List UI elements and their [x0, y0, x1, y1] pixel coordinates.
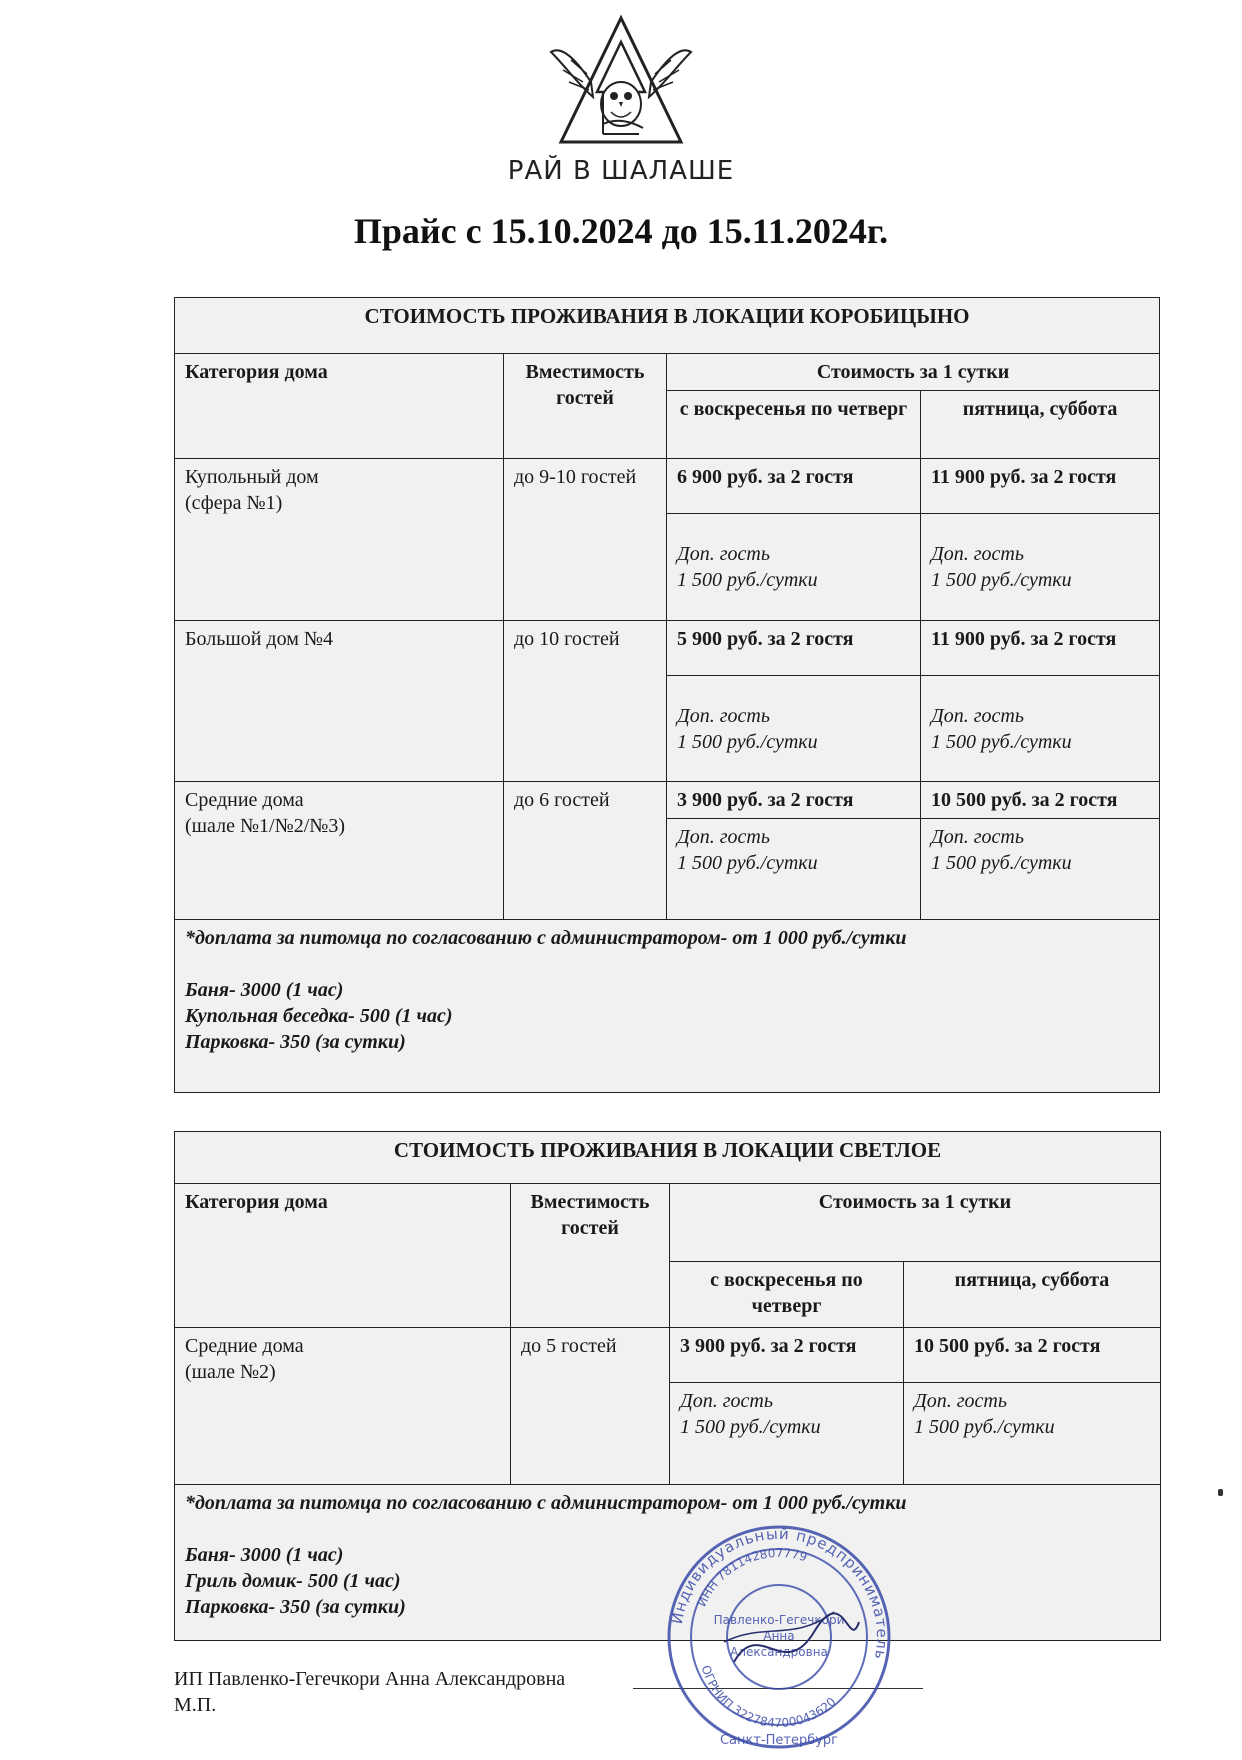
extra-guest-label: Доп. гость [677, 543, 770, 565]
weekend-price: 10 500 руб. за 2 гостя [904, 1328, 1161, 1383]
extra-guest-weekend [921, 676, 1160, 782]
house-subtitle: (шале №1/№2/№3) [185, 815, 345, 837]
extra-guest-price: 1 500 руб./сутки [680, 1416, 821, 1438]
stamp-name-line: Павленко-Гегечкори [713, 1613, 845, 1627]
extra-guest-label: Доп. гость [931, 543, 1024, 565]
notes-cell [175, 920, 1160, 1093]
extra-guest-weekday [667, 819, 921, 920]
extra-guest-price: 1 500 руб./сутки [931, 730, 1072, 753]
weekday-price: 3 900 руб. за 2 гостя [670, 1328, 904, 1383]
extra-guest-label: Доп. гость [680, 1390, 773, 1412]
extra-guest-weekend [921, 514, 1160, 621]
column-header-price: Стоимость за 1 сутки [670, 1184, 1161, 1262]
pet-note: *доплата за питомца по согласованию с администратором- от 1 000 руб./сутки [185, 1492, 907, 1514]
extra-service: Гриль домик- 500 (1 час) [185, 1570, 401, 1592]
extra-service: Купольная беседка- 500 (1 час) [185, 1005, 453, 1027]
table-row [175, 459, 1160, 514]
price-table-korobitsyno [174, 297, 1160, 1093]
house-category-cell [175, 782, 504, 920]
capacity-cell: до 10 гостей [504, 621, 667, 782]
extra-guest-label: Доп. гость [677, 826, 770, 848]
stamp-name-line: Александровна [730, 1645, 828, 1659]
capacity-cell: до 5 гостей [511, 1328, 670, 1485]
stamp-name-line: Анна [763, 1629, 795, 1643]
extra-guest-weekend [921, 819, 1160, 920]
table-row [175, 782, 1160, 819]
capacity-cell: до 9-10 гостей [504, 459, 667, 621]
column-header-capacity: Вместимость гостей [504, 354, 667, 459]
house-subtitle: (шале №2) [185, 1361, 276, 1383]
stamp-place-label: М.П. [174, 1694, 217, 1716]
extra-guest-label: Доп. гость [931, 704, 1024, 727]
section-title: СТОИМОСТЬ ПРОЖИВАНИЯ В ЛОКАЦИИ СВЕТЛОЕ [175, 1132, 1161, 1184]
section-title: СТОИМОСТЬ ПРОЖИВАНИЯ В ЛОКАЦИИ КОРОБИЦЫНО [175, 298, 1160, 354]
extra-guest-weekend [904, 1383, 1161, 1485]
scan-speck [1218, 1489, 1223, 1496]
house-name: Средние дома [185, 789, 304, 811]
extra-guest-price: 1 500 руб./сутки [914, 1416, 1055, 1438]
column-header-weekdays: с воскресенья по четверг [670, 1262, 904, 1328]
column-header-weekend: пятница, суббота [921, 391, 1160, 459]
company-stamp [664, 1522, 894, 1760]
extra-guest-price: 1 500 руб./сутки [677, 569, 818, 591]
column-header-weekend: пятница, суббота [904, 1262, 1161, 1328]
house-name: Большой дом №4 [185, 628, 333, 650]
house-category-cell [175, 621, 504, 782]
brand-name: РАЙ В ШАЛАШЕ [507, 156, 735, 186]
weekday-price: 3 900 руб. за 2 гостя [667, 782, 921, 819]
pet-note: *доплата за питомца по согласованию с администратором- от 1 000 руб./сутки [185, 927, 907, 949]
extra-service: Баня- 3000 (1 час) [185, 979, 344, 1001]
page-title: Прайс с 15.10.2024 до 15.11.2024г. [353, 211, 889, 251]
house-category-cell [175, 1328, 511, 1485]
seal-icon [664, 1522, 894, 1755]
extra-guest-price: 1 500 руб./сутки [931, 852, 1072, 874]
column-header-category: Категория дома [175, 1184, 511, 1328]
stamp-inn: ИНН 781142807779 [694, 1545, 809, 1609]
extra-service: Парковка- 350 (за сутки) [185, 1596, 406, 1618]
extra-guest-label: Доп. гость [677, 704, 770, 727]
house-name: Купольный дом [185, 466, 319, 488]
column-header-capacity: Вместимость гостей [511, 1184, 670, 1328]
signer-name: ИП Павленко-Гегечкори Анна Александровна [174, 1668, 566, 1690]
svg-text:ОГРНИП 322784700043620 [699, 1664, 839, 1731]
column-header-price: Стоимость за 1 сутки [667, 354, 1160, 391]
weekday-price: 5 900 руб. за 2 гостя [667, 621, 921, 676]
capacity-cell: до 6 гостей [504, 782, 667, 920]
house-category-cell [175, 459, 504, 621]
stamp-city: Санкт-Петербург [719, 1733, 839, 1748]
weekday-price: 6 900 руб. за 2 гостя [667, 459, 921, 514]
owl-triangle-logo-icon [531, 12, 711, 152]
extra-service: Баня- 3000 (1 час) [185, 1544, 344, 1566]
extra-guest-label: Доп. гость [931, 826, 1024, 848]
table-row [175, 1328, 1161, 1383]
extra-guest-label: Доп. гость [914, 1390, 1007, 1412]
house-subtitle: (сфера №1) [185, 492, 283, 514]
logo [0, 12, 1242, 152]
stamp-ogrnip: ОГРНИП 322784700043620 [698, 1663, 839, 1731]
column-header-weekdays: с воскресенья по четверг [667, 391, 921, 459]
table-row [175, 621, 1160, 676]
extra-guest-weekday [667, 676, 921, 782]
extra-guest-price: 1 500 руб./сутки [677, 730, 818, 753]
weekend-price: 11 900 руб. за 2 гостя [921, 621, 1160, 676]
stamp-ring-text: Индивидуальный предприниматель [667, 1524, 892, 1662]
weekend-price: 10 500 руб. за 2 гостя [921, 782, 1160, 819]
extra-guest-weekday [670, 1383, 904, 1485]
extra-guest-weekday [667, 514, 921, 621]
house-name: Средние дома [185, 1335, 304, 1357]
column-header-category: Категория дома [175, 354, 504, 459]
weekend-price: 11 900 руб. за 2 гостя [921, 459, 1160, 514]
extra-guest-price: 1 500 руб./сутки [931, 569, 1072, 591]
extra-guest-price: 1 500 руб./сутки [677, 852, 818, 874]
extra-service: Парковка- 350 (за сутки) [185, 1031, 406, 1053]
